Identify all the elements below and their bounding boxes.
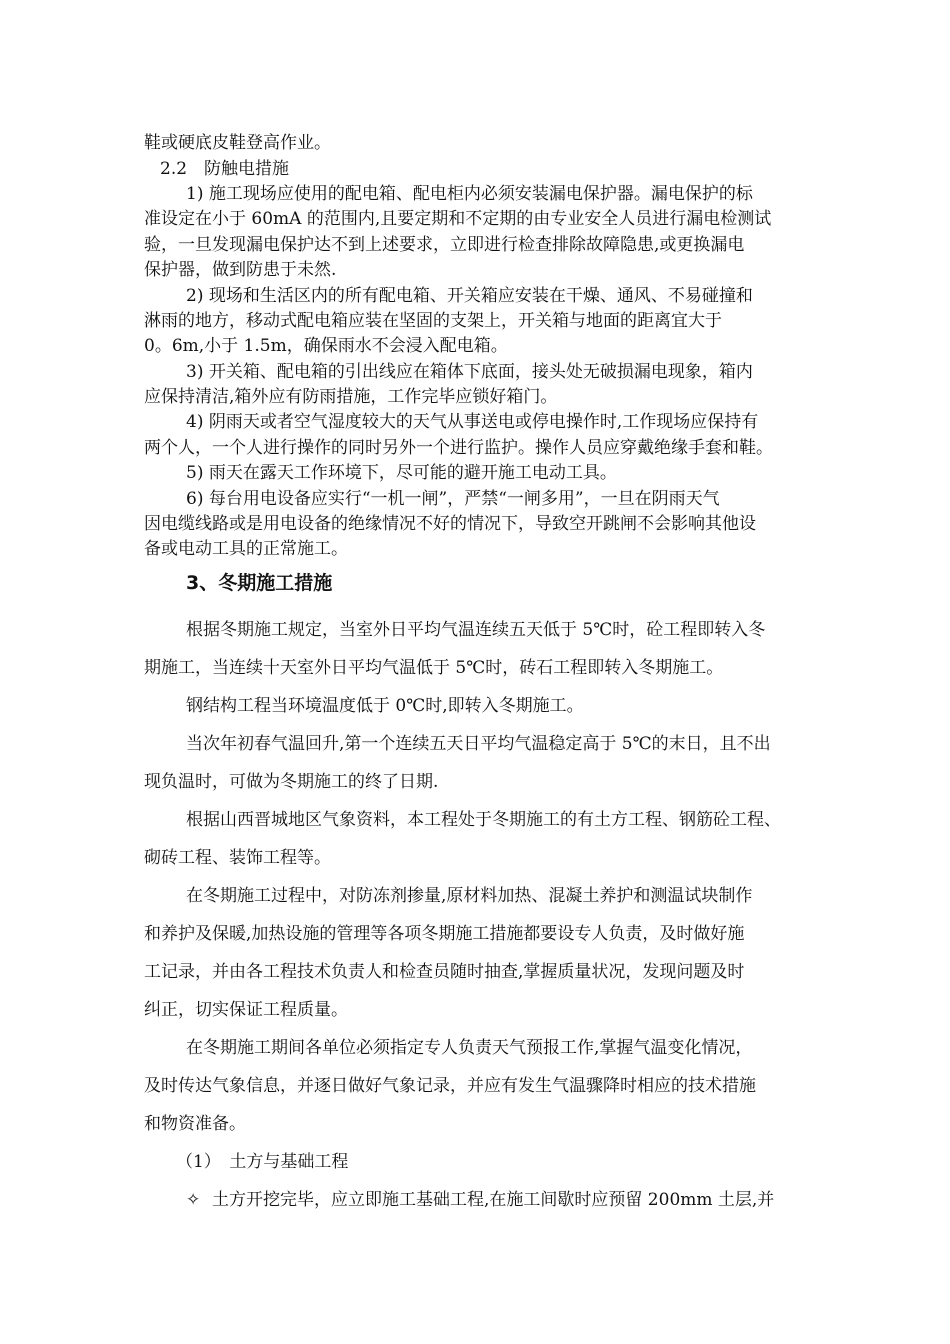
text-line: 6) 每台用电设备应实行“一机一闸”，严禁“一闸多用”，一旦在阴雨天气 [186,489,720,509]
text-line: 2) 现场和生活区内的所有配电箱、开关箱应安装在干燥、通风、不易碰撞和 [186,286,753,306]
text-line: 淋雨的地方，移动式配电箱应装在坚固的支架上，开关箱与地面的距离宜大于 [144,311,722,331]
list-item-text: 土方开挖完毕，应立即施工基础工程,在施工间歇时应预留 200mm 土层,并 [212,1190,775,1210]
text-line: 因电缆线路或是用电设备的绝缘情况不好的情况下，导致空开跳闸不会影响其他设 [144,514,756,534]
text-line: 鞋或硬底皮鞋登高作业。 [144,133,331,153]
section-heading-2-2: 2.2 防触电措施 [160,159,290,179]
text-line: 验，一旦发现漏电保护达不到上述要求，立即进行检查排除故障隐患,或更换漏电 [144,235,745,255]
text-line: 备或电动工具的正常施工。 [144,539,348,559]
text-line: 在冬期施工期间各单位必须指定专人负责天气预报工作,掌握气温变化情况， [186,1038,753,1058]
text-line: 当次年初春气温回升,第一个连续五天日平均气温稳定高于 5℃的末日，且不出 [186,734,771,754]
text-line: 准设定在小于 60mA 的范围内,且要定期和不定期的由专业安全人员进行漏电检测试 [144,209,772,229]
diamond-bullet-icon: ✧ [186,1190,201,1210]
text-line: 钢结构工程当环境温度低于 0℃时,即转入冬期施工。 [186,696,584,716]
text-line: 0。6m,小于 1.5m，确保雨水不会浸入配电箱。 [144,336,508,356]
text-line: 根据山西晋城地区气象资料，本工程处于冬期施工的有土方工程、钢筋砼工程、 [186,810,781,830]
text-line: 和物资准备。 [144,1114,246,1134]
text-line: 纠正，切实保证工程质量。 [144,1000,348,1020]
text-line: 应保持清洁,箱外应有防雨措施，工作完毕应锁好箱门。 [144,387,558,407]
subsection-heading-1: （1） 土方与基础工程 [176,1152,349,1172]
text-line: 在冬期施工过程中，对防冻剂掺量,原材料加热、混凝土养护和测温试块制作 [186,886,753,906]
text-line: 现负温时，可做为冬期施工的终了日期. [144,772,439,792]
text-line: 3) 开关箱、配电箱的引出线应在箱体下底面，接头处无破损漏电现象，箱内 [186,362,753,382]
text-line: 期施工，当连续十天室外日平均气温低于 5℃时，砖石工程即转入冬期施工。 [144,658,724,678]
text-line: 和养护及保暖,加热设施的管理等各项冬期施工措施都要设专人负责，及时做好施 [144,924,745,944]
text-line: 工记录，并由各工程技术负责人和检查员随时抽查,掌握质量状况，发现问题及时 [144,962,745,982]
text-line: 5) 雨天在露天工作环境下，尽可能的避开施工电动工具。 [186,463,617,483]
text-line: 保护器，做到防患于未然. [144,260,337,280]
text-line: 根据冬期施工规定，当室外日平均气温连续五天低于 5℃时，砼工程即转入冬 [186,620,766,640]
text-line: 砌砖工程、装饰工程等。 [144,848,331,868]
text-line: 及时传达气象信息，并逐日做好气象记录，并应有发生气温骤降时相应的技术措施 [144,1076,756,1096]
text-line: 两个人，一个人进行操作的同时另外一个进行监护。操作人员应穿戴绝缘手套和鞋。 [144,438,773,458]
section-heading-3: 3、冬期施工措施 [186,572,333,594]
text-line: 4) 阴雨天或者空气湿度较大的天气从事送电或停电操作时,工作现场应保持有 [186,412,759,432]
list-item [186,1192,774,1209]
text-line: 1) 施工现场应使用的配电箱、配电柜内必须安装漏电保护器。漏电保护的标 [186,184,753,204]
